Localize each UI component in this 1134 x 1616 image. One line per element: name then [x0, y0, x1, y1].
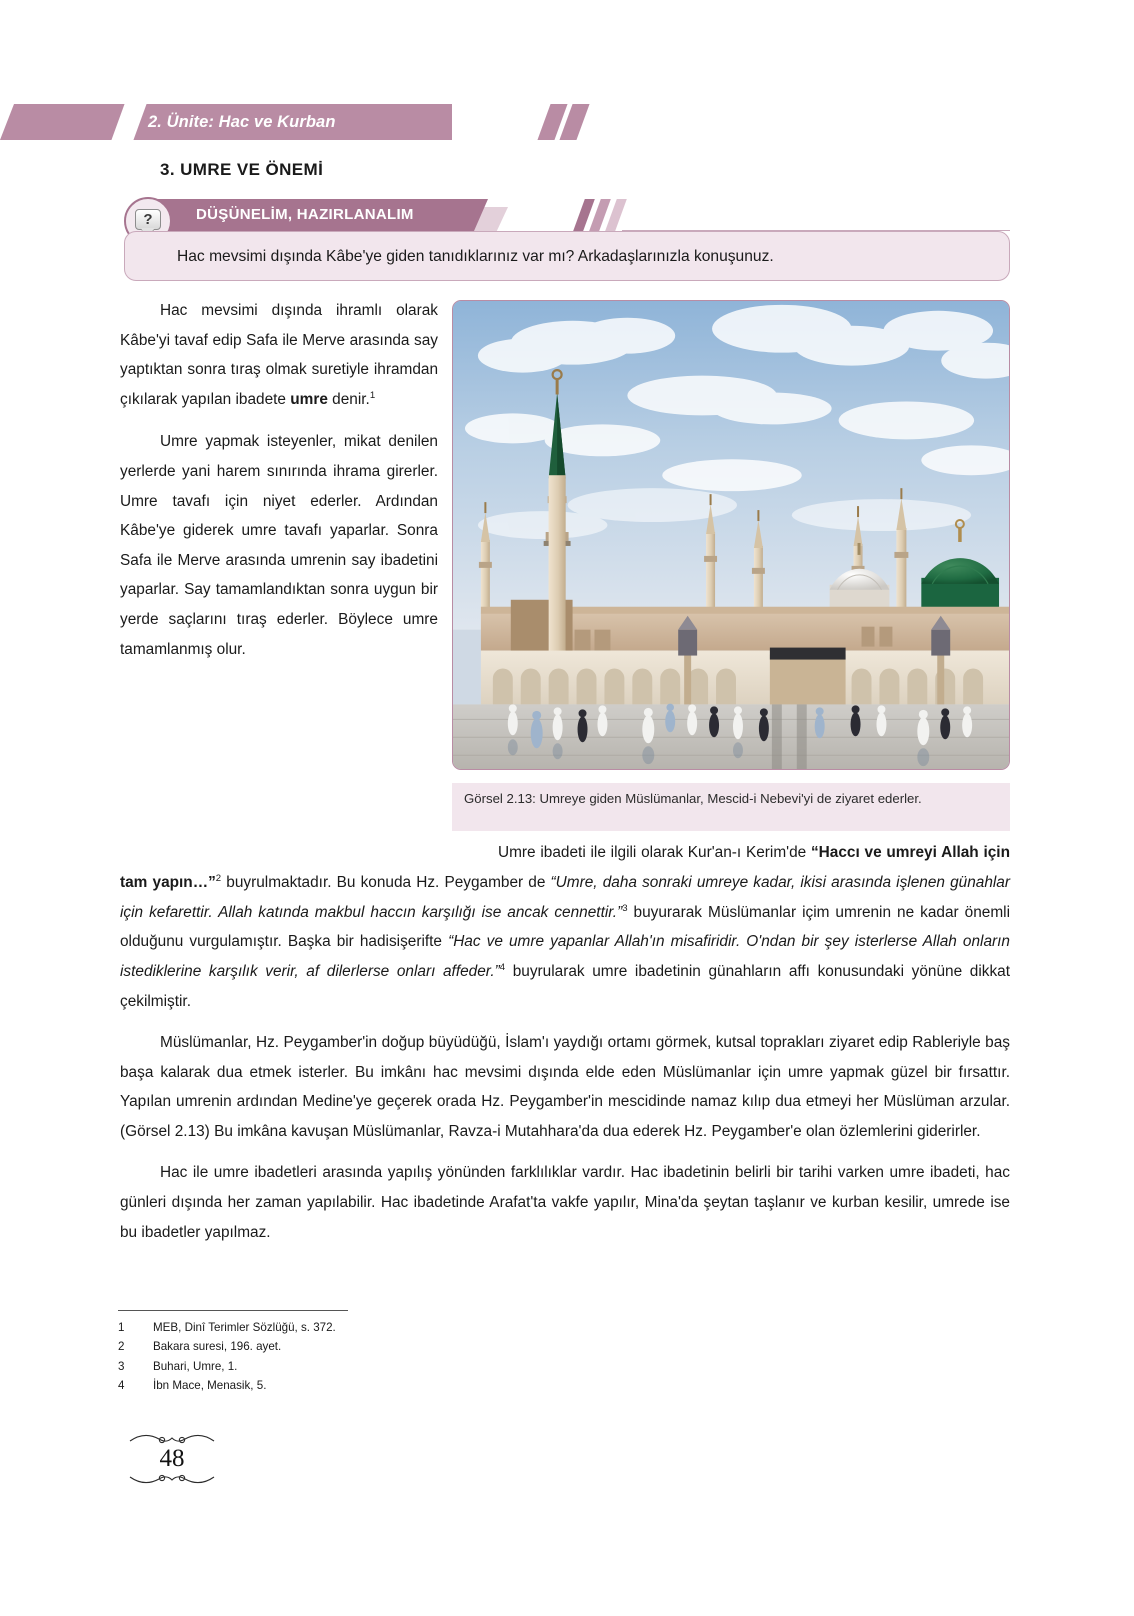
- footnote-number: 3: [118, 1359, 125, 1373]
- footnote-3: [118, 1357, 718, 1376]
- figure-text-wrap-spacer: [120, 838, 458, 860]
- activity-label: DÜŞÜNELİM, HAZIRLANALIM: [196, 206, 414, 223]
- figure-caption: Görsel 2.13: Umreye giden Müslümanlar, Mescid-i Nebevi'yi de ziyaret ederler.: [452, 783, 1010, 831]
- flourish-bottom-icon: [126, 1472, 218, 1486]
- text-run-normal-6: buyurarak Müslümanlar içim umrenin ne kadar önemli olduğunu vurgulamıştır. Başka bir hadisişerifte: [120, 903, 1010, 951]
- text-run-italic-7: “Hac ve umre yapanlar Allah'ın misafiridir. O'ndan bir şey isterlerse Allah onların istediklerine karşılık verir, af dilerlerse onları affeder.”: [120, 933, 1010, 981]
- medina-paragraph: [120, 1028, 1010, 1147]
- quote-paragraph: [120, 838, 1010, 1017]
- text-run-normal-2: denir.: [327, 390, 370, 408]
- body-text: [120, 838, 1010, 1258]
- footnote-1: [118, 1318, 718, 1337]
- footnote-number: 2: [118, 1340, 125, 1354]
- text-run-bold-1: umre: [290, 390, 328, 408]
- running-head-banner: [0, 104, 600, 140]
- footnote-list: [118, 1318, 718, 1396]
- text-run-sup-3: 1: [369, 389, 376, 401]
- section-title: 3. UMRE VE ÖNEMİ: [160, 160, 324, 179]
- text-run-sup-5: 3: [622, 902, 628, 914]
- activity-question-box: [124, 231, 1010, 281]
- page-number-block: [112, 1432, 232, 1486]
- footnote-divider: [118, 1310, 348, 1311]
- text-run-normal-0: Umre yapmak isteyenler, mikat denilen yerlerde yani harem sınırında ihrama girerler. Umre tavafı için niyet ederler. Ardından Kâbe'ye giderek umre tavafı yaparlar. Sonra Safa ile Merve arasında umrenin say ibadetini yaparlar. Say tamamlandıktan sonra uygun bir yerde saçlarını tıraş ederler. Böylece umre tamamlanmış olur.: [120, 433, 438, 658]
- left-paragraph-1: [120, 296, 438, 414]
- mosque-illustration: [453, 301, 1009, 769]
- left-text-column: [120, 296, 438, 664]
- text-run-normal-3: buyrulmaktadır. Bu konuda Hz. Peygamber de: [221, 873, 551, 891]
- text-run-normal-0: Müslümanlar, Hz. Peygamber'in doğup büyüdüğü, İslam'ı yaydığı ortamı görmek, kutsal toprakları ziyaret edip Rableriyle baş başa kalarak dua etmek isterler. Bu imkânı hac mevsimi dışında elde eden Müslümanlar için umre yapmak güzel bir fırsattır. Yapılan umrenin ardından Medine'ye geçerek orada Hz. Peygamber'in mescidinde namaz kılıp dua etmeyi her Müslüman arzular. (Görsel 2.13) Bu imkâna kavuşan Müslümanlar, Ravza-i Mutahhara'da dua ederek Hz. Peygamber'e olan özlemlerini giderirler.: [120, 1033, 1010, 1141]
- footnote-text: Buhari, Umre, 1.: [153, 1359, 238, 1373]
- footnote-text: İbn Mace, Menasik, 5.: [153, 1379, 267, 1393]
- page-number: 48: [159, 1445, 185, 1472]
- text-run-sup-2: 2: [215, 872, 222, 884]
- differences-paragraph: [120, 1158, 1010, 1247]
- unit-label: 2. Ünite: Hac ve Kurban: [148, 113, 336, 131]
- activity-question-text: Hac mevsimi dışında Kâbe'ye giden tanıdıklarınız var mı? Arkadaşlarınızla konuşunuz.: [177, 248, 774, 265]
- footnote-2: [118, 1337, 718, 1356]
- text-run-italic-4: “Umre, daha sonraki umreye kadar, ikisi arasında işlenen günahlar için kefarettir. Allah katında makbul haccın karşılığı ise ancak cennettir.”: [120, 873, 1010, 921]
- flourish-top-icon: [126, 1432, 218, 1446]
- text-run-normal-0: Hac mevsimi dışında ihramlı olarak Kâbe'yi tavaf edip Safa ile Merve arasında say yaptıktan sonra tıraş olmak suretiyle ihramdan çıkılarak yapılan ibadete: [120, 302, 438, 408]
- text-run-normal-0: Umre ibadeti ile ilgili olarak Kur'an-ı Kerim'de: [498, 844, 811, 861]
- footnote-text: Bakara suresi, 196. ayet.: [153, 1340, 282, 1354]
- figure-image-mescid-i-nebevi: [452, 300, 1010, 770]
- footnote-text: MEB, Dinî Terimler Sözlüğü, s. 372.: [153, 1321, 336, 1334]
- text-run-normal-9: buyrularak umre ibadetinin günahların affı konusundaki yönüne dikkat çekilmiştir.: [120, 963, 1010, 1010]
- text-run-bold-1: “Haccı ve umreyi Allah için tam yapın…”: [120, 844, 1010, 891]
- footnote-number: 4: [118, 1379, 125, 1393]
- text-run-sup-8: 4: [499, 962, 506, 974]
- text-run-normal-0: Hac ile umre ibadetleri arasında yapılış yönünden farklılıklar vardır. Hac ibadetinin belirli bir tarihi varken umre ibadeti, hac günleri dışında her zaman yapılabilir. Hac ibadetinde Arafat'ta vakfe yapılır, Mina'da şeytan taşlanır ve kurban kesilir, umrede ise bu ibadetler yapılmaz.: [120, 1163, 1010, 1241]
- speech-bubble-icon: ?: [135, 209, 161, 230]
- footnote-4: [118, 1376, 718, 1395]
- left-paragraph-2: [120, 427, 438, 664]
- footnote-number: 1: [118, 1321, 125, 1334]
